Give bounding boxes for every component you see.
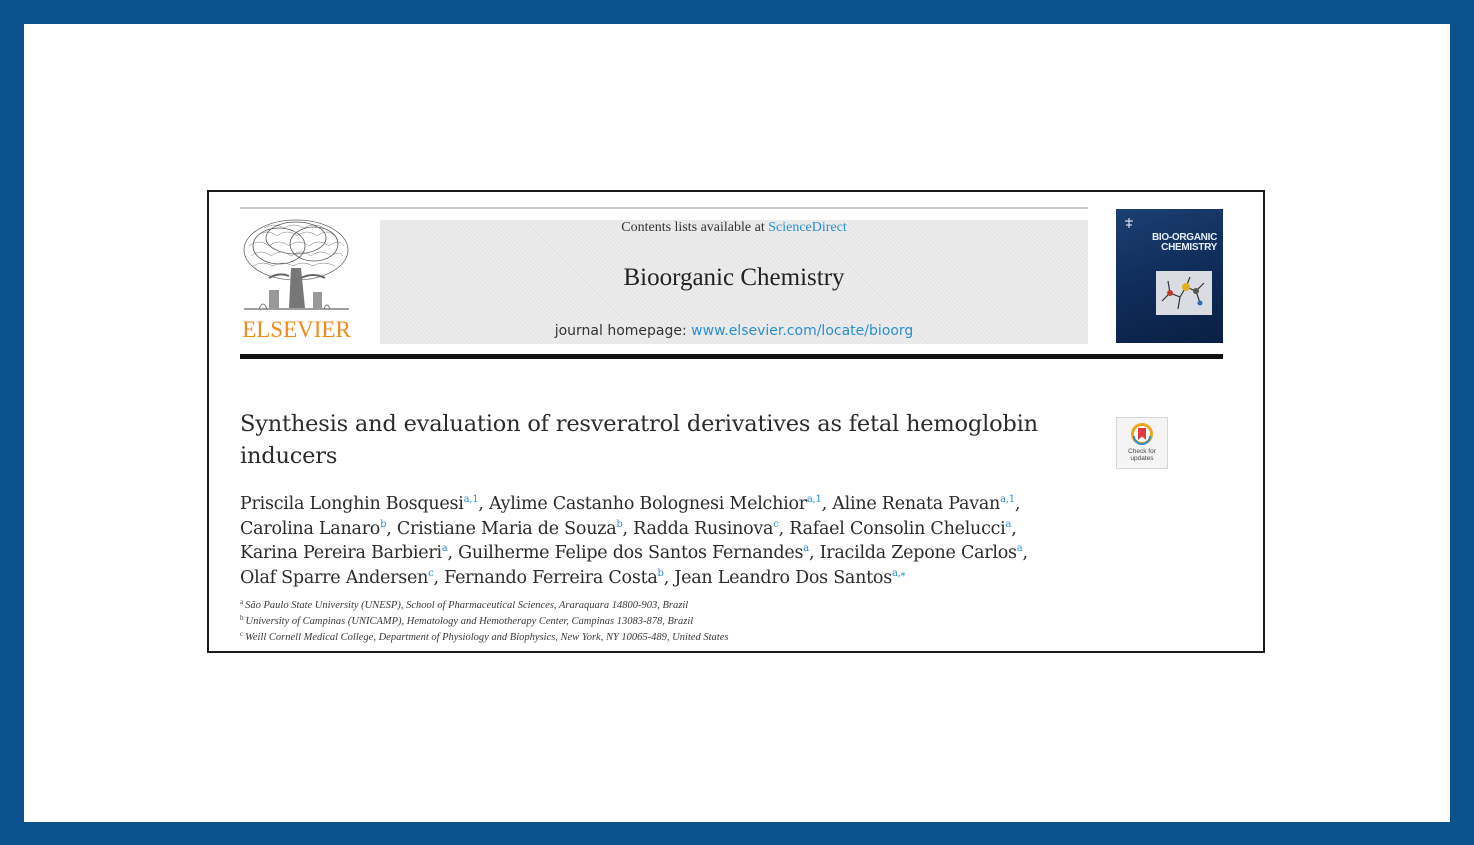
homepage-line (380, 323, 1088, 339)
author[interactable]: Fernando Ferreira Costa$^b$ (444, 567, 664, 588)
publisher-name: ELSEVIER (242, 317, 351, 342)
cover-title (1122, 233, 1217, 253)
affiliation-b: $^b$ University of Campinas (UNICAMP), Hematology and Hemotherapy Center, Campinas 13083-878, Brazil (240, 614, 694, 627)
journal-homepage-link[interactable]: www.elsevier.com/locate/bioorg (691, 323, 914, 339)
crossmark-label-line2: updates (1130, 455, 1154, 462)
author[interactable]: Carolina Lanaro$^b$ (240, 518, 387, 539)
contents-prefix: Contents lists available at (621, 220, 769, 235)
author[interactable]: Cristiane Maria de Souza$^b$ (396, 518, 623, 539)
affiliation-c: $^c$ Weill Cornell Medical College, Department of Physiology and Biophysics, New York, NY 10065-489, United States (240, 630, 729, 643)
journal-cover[interactable] (1116, 209, 1223, 343)
journal-title[interactable]: Bioorganic Chemistry (623, 264, 845, 291)
author[interactable]: Priscila Longhin Bosquesi$^{a,1}$ (240, 494, 479, 514)
check-for-updates-button[interactable] (1116, 417, 1168, 469)
article-title: Synthesis and evaluation of resveratrol derivatives as fetal hemoglobin inducers (240, 411, 1038, 469)
crossmark-label (1117, 448, 1167, 462)
sciencedirect-link[interactable]: ScienceDirect (768, 220, 847, 235)
author[interactable]: Olaf Sparre Andersen$^c$ (240, 567, 434, 588)
affiliation-list (240, 598, 1100, 646)
article-header-card (207, 190, 1265, 653)
header-divider (240, 354, 1223, 359)
author[interactable]: Rafael Consolin Chelucci$^a$ (789, 518, 1012, 539)
journal-banner (380, 220, 1088, 344)
crossmark-label-line1: Check for (1128, 448, 1156, 455)
page-frame (24, 24, 1450, 822)
author[interactable]: Karina Pereira Barbieri$^a$ (240, 543, 448, 563)
author[interactable]: Jean Leandro Dos Santos$^{a,⁎}$ (674, 567, 906, 588)
publisher-logo[interactable] (239, 216, 354, 346)
author-list: Priscila Longhin Bosquesi$^{a,1}$, Aylime Castanho Bolognesi Melchior$^{a,1}$, Aline Renata Pavan$^{a,1}$, Carolina Lanaro$^b$, Cristiane Maria de Souza$^b$, Radda Rusinova$^c$, Rafael Consolin Chelucci$^a$, Karina Pereira Barbieri$^a$, Guilherme Felipe dos Santos Fernandes$^a$, Iracilda Zepone Carlos$^a$, Olaf Sparre Andersen$^c$, Fernando Ferreira Costa$^b$, Jean Leandro Dos Santos$^{a,⁎}$ (240, 494, 1028, 588)
author[interactable]: Aline Renata Pavan$^{a,1}$ (832, 494, 1015, 514)
cover-title-line1: BIO-ORGANIC (1151, 232, 1217, 243)
top-rule (240, 207, 1088, 209)
elsevier-tree-icon (239, 216, 354, 316)
homepage-prefix: journal homepage: (554, 323, 692, 339)
author[interactable]: Iracilda Zepone Carlos$^a$ (819, 543, 1023, 563)
cover-title-line2: CHEMISTRY (1161, 242, 1217, 253)
author[interactable]: Radda Rusinova$^c$ (633, 518, 779, 539)
author[interactable]: Guilherme Felipe dos Santos Fernandes$^a$ (458, 543, 809, 563)
molecule-figure-icon (1156, 271, 1212, 315)
contents-line (380, 220, 1088, 236)
author[interactable]: Aylime Castanho Bolognesi Melchior$^{a,1}$ (488, 494, 822, 514)
publisher-mark-icon (1123, 217, 1135, 229)
crossmark-icon (1129, 421, 1155, 447)
affiliation-a: $^a$ São Paulo State University (UNESP), School of Pharmaceutical Sciences, Araraquara 14800-903, Brazil (240, 598, 689, 611)
